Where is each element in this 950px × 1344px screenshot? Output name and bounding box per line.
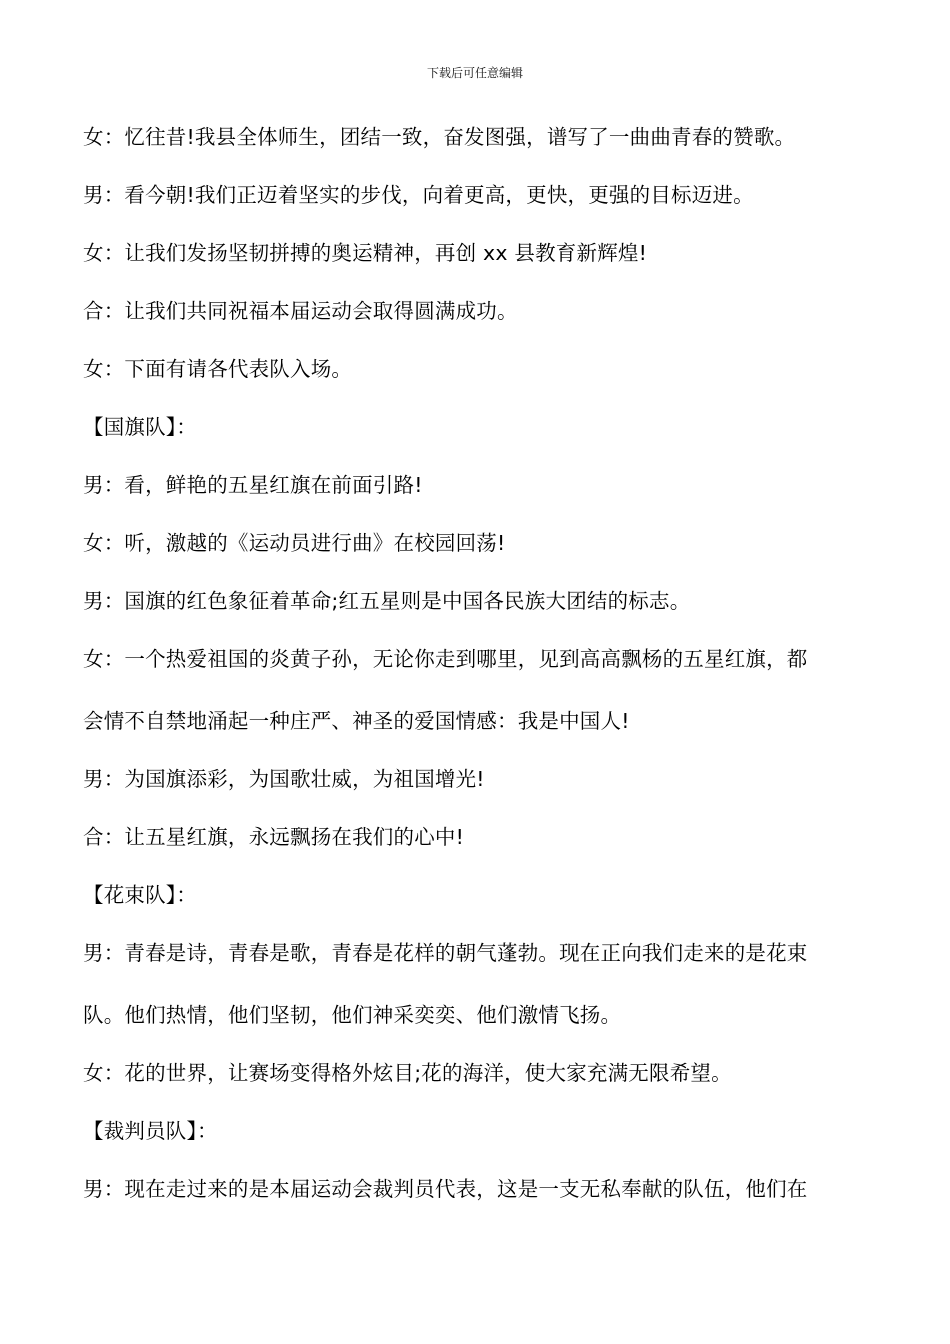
script-line-continued: 会情不自禁地涌起一种庄严、神圣的爱国情感：我是中国人!: [83, 709, 630, 733]
script-line: 男：青春是诗，青春是歌，青春是花样的朝气蓬勃。现在正向我们走来的是花束: [83, 941, 808, 965]
script-line: 男：看，鲜艳的五星红旗在前面引路!: [83, 473, 423, 497]
script-line: 女：花的世界，让赛场变得格外炫目;花的海洋，使大家充满无限希望。: [83, 1061, 732, 1085]
script-line: 合：让我们共同祝福本届运动会取得圆满成功。: [83, 299, 518, 323]
section-heading-referee-team: 【裁判员队】：: [83, 1119, 218, 1143]
script-line: 男：国旗的红色象征着革命;红五星则是中国各民族大团结的标志。: [83, 589, 691, 613]
section-heading-flag-team: 【国旗队】：: [83, 415, 197, 439]
script-line: 女：一个热爱祖国的炎黄子孙，无论你走到哪里，见到高高飘杨的五星红旗，都: [83, 647, 808, 671]
script-line: 女：让我们发扬坚韧拼搏的奥运精神，再创 xx 县教育新辉煌!: [83, 241, 648, 265]
script-line: 合：让五星红旗，永远飘扬在我们的心中!: [83, 825, 465, 849]
script-line: 男：为国旗添彩，为国歌壮威，为祖国增光!: [83, 767, 485, 791]
script-line: 女：忆往昔!我县全体师生，团结一致，奋发图强，谱写了一曲曲青春的赞歌。: [83, 125, 796, 149]
page-header-note: 下载后可任意编辑: [426, 66, 523, 80]
section-heading-flower-team: 【花束队】：: [83, 883, 197, 907]
script-line: 女：下面有请各代表队入场。: [83, 357, 353, 381]
script-line: 男：现在走过来的是本届运动会裁判员代表，这是一支无私奉献的队伍，他们在: [83, 1177, 808, 1201]
script-line-continued: 队。他们热情，他们坚韧，他们神采奕奕、他们激情飞扬。: [83, 1003, 622, 1027]
script-line: 女：听，激越的《运动员进行曲》在校园回荡!: [83, 531, 506, 555]
script-line: 男：看今朝!我们正迈着坚实的步伐，向着更高，更快，更强的目标迈进。: [83, 183, 754, 207]
script-body: [83, 120, 873, 1230]
